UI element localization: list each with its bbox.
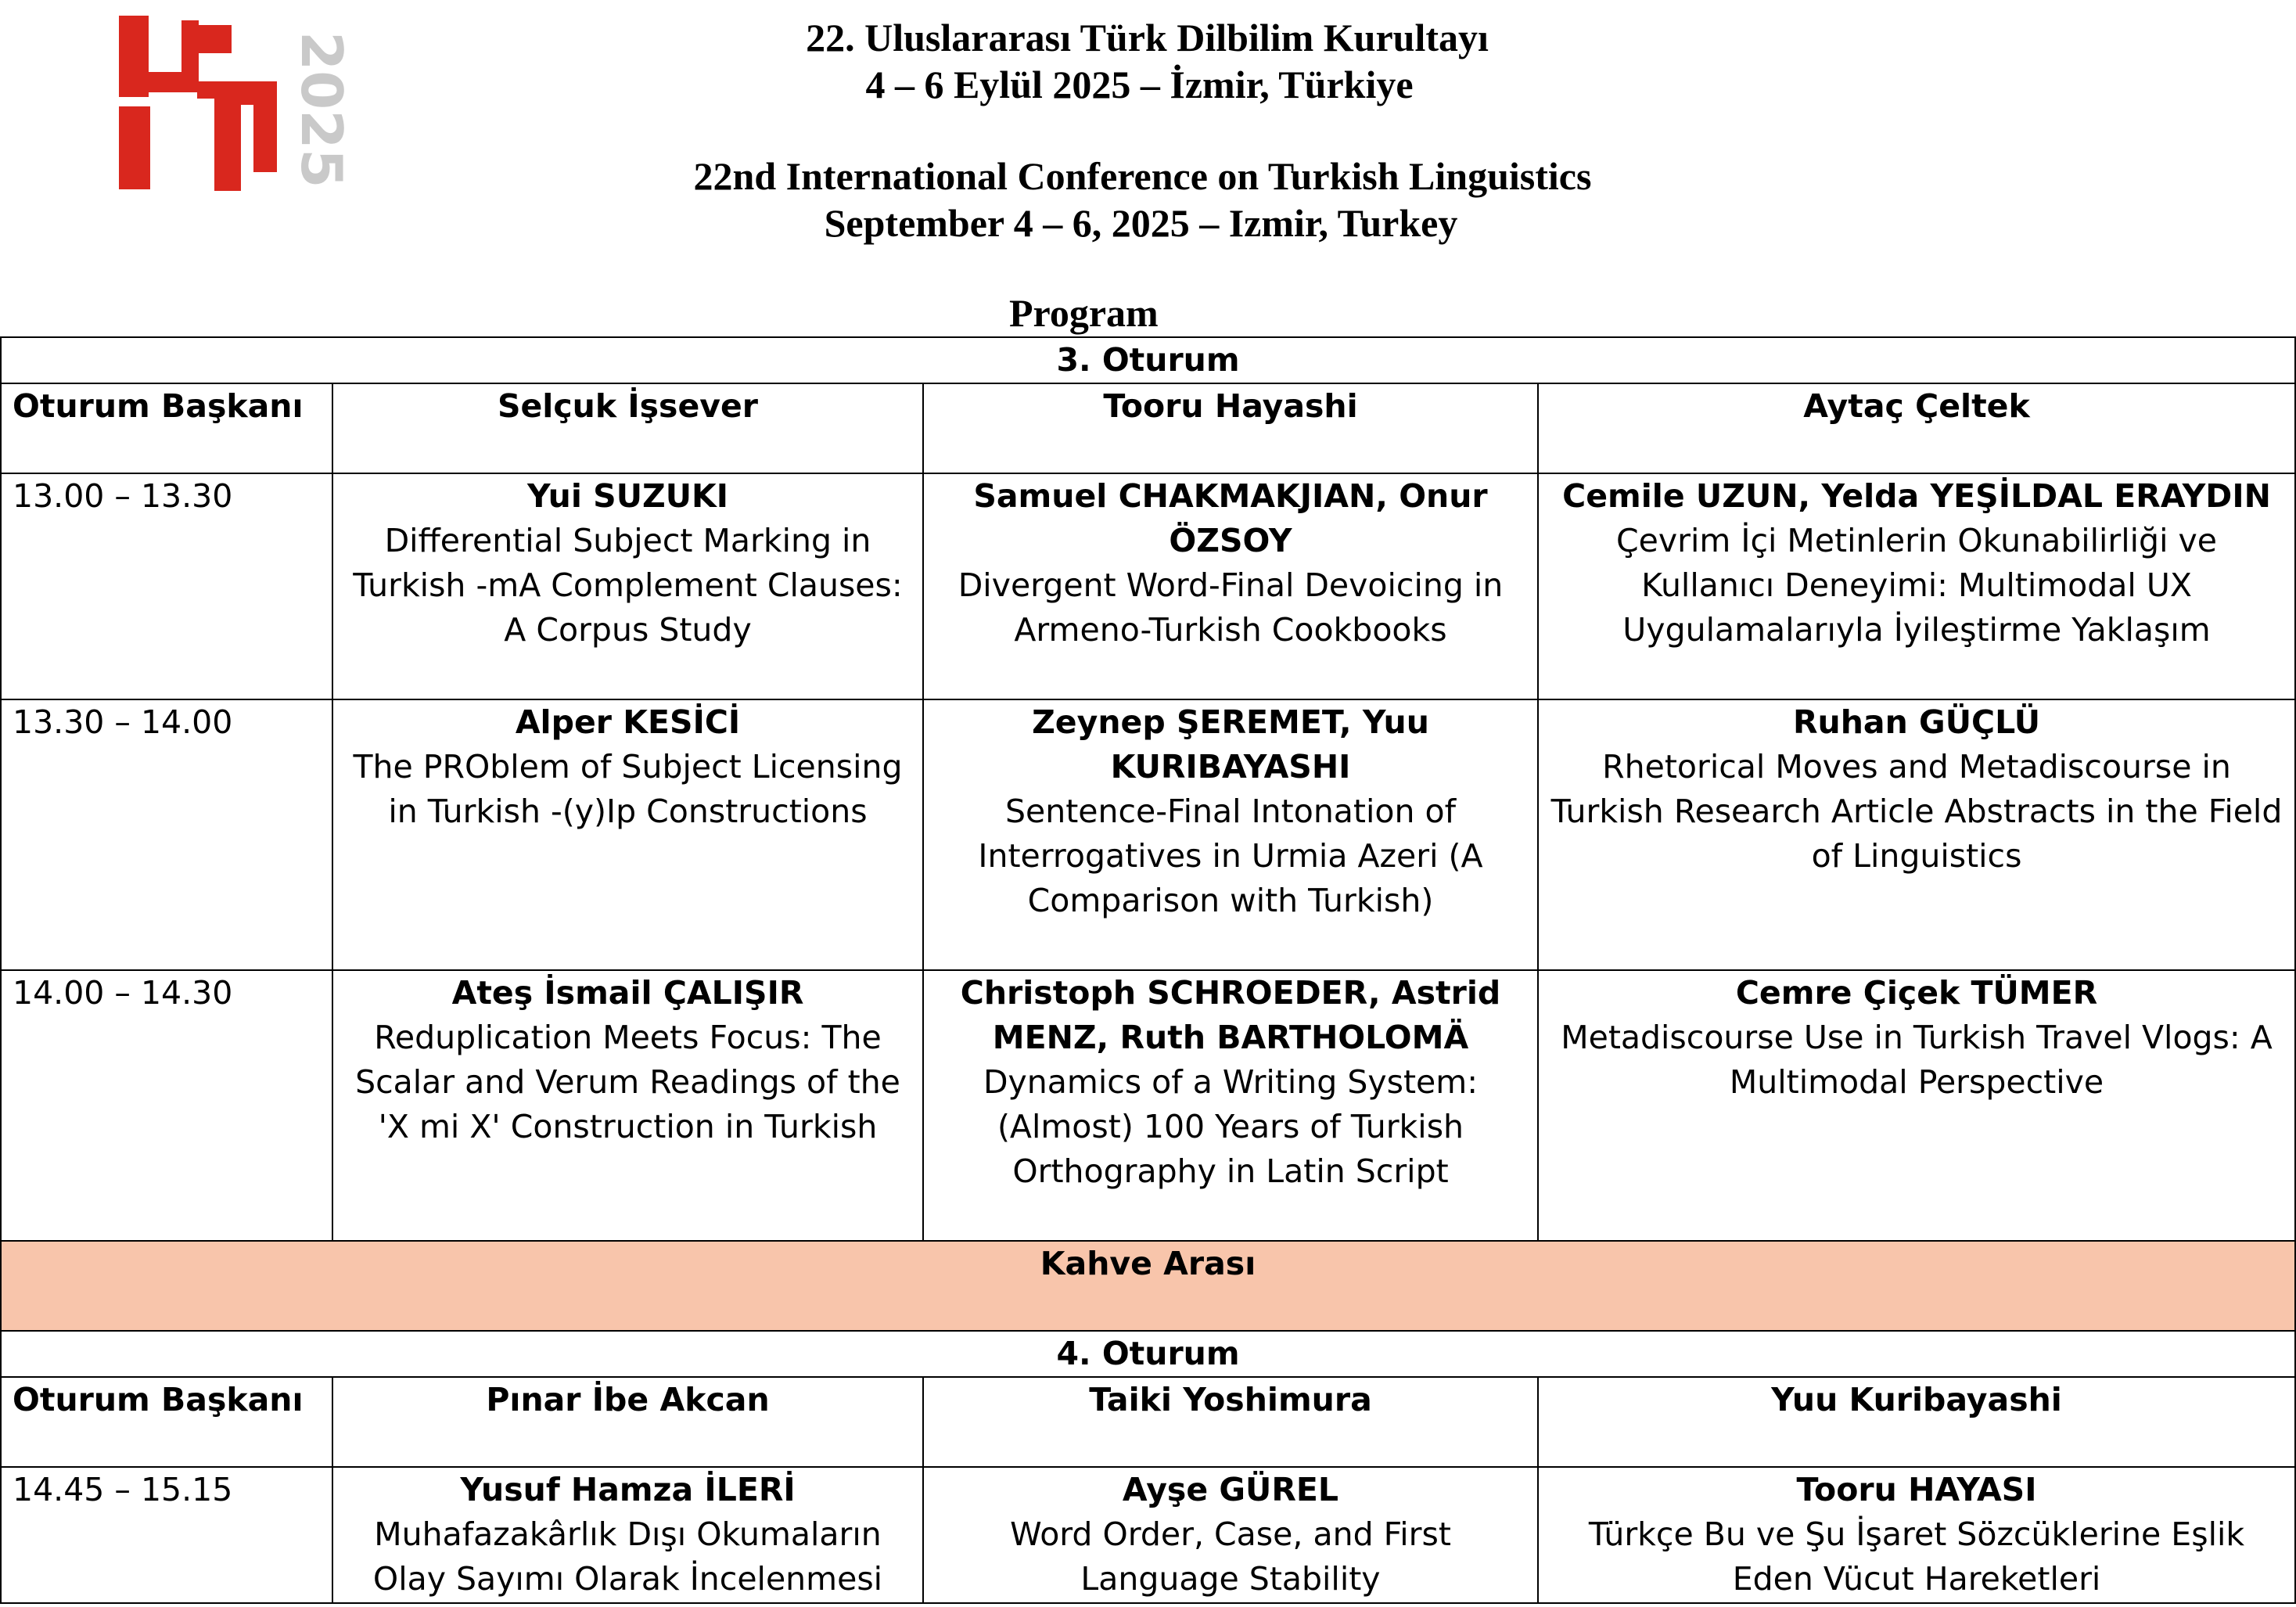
paper-cell — [1538, 970, 2295, 1241]
paper-title: Metadiscourse Use in Turkish Travel Vlogs: A Multimodal Perspective — [1561, 1019, 2273, 1101]
table-row — [1, 699, 2295, 970]
paper-authors: Samuel CHAKMAKJIAN, Onur ÖZSOY — [973, 477, 1488, 559]
header-title-tr: 22. Uluslararası Türk Dilbilim Kurultayı — [806, 16, 1489, 59]
paper-cell — [332, 1467, 923, 1603]
chair-name: Taiki Yoshimura — [923, 1377, 1538, 1467]
time-slot: 14.45 – 15.15 — [1, 1467, 332, 1603]
paper-title: Muhafazakârlık Dışı Okumaların Olay Sayımı Olarak İncelenmesi — [372, 1515, 883, 1598]
paper-cell — [1538, 473, 2295, 699]
paper-title: Reduplication Meets Focus: The Scalar and Verum Readings of the 'X mi X' Construction in Turkish — [355, 1019, 900, 1145]
paper-authors: Cemre Çiçek TÜMER — [1735, 974, 2098, 1012]
paper-cell — [1538, 1467, 2295, 1603]
paper-authors: Alper KESİCİ — [515, 703, 741, 741]
session-3-chair-row — [1, 383, 2295, 473]
paper-title: The PROblem of Subject Licensing in Turkish -(y)Ip Constructions — [353, 748, 903, 830]
paper-cell — [1538, 699, 2295, 970]
coffee-break-label: Kahve Arası — [1, 1241, 2295, 1331]
program-table — [0, 336, 2296, 1604]
paper-authors: Zeynep ŞEREMET, Yuu KURIBAYASHI — [1032, 703, 1429, 786]
chair-name: Yuu Kuribayashi — [1538, 1377, 2295, 1467]
paper-title: Çevrim İçi Metinlerin Okunabilirliği ve Kullanıcı Deneyimi: Multimodal UX Uygulamalarıyla İyileştirme Yaklaşım — [1616, 522, 2217, 649]
paper-authors: Tooru HAYASI — [1796, 1471, 2037, 1508]
paper-title: Türkçe Bu ve Şu İşaret Sözcüklerine Eşlik Eden Vücut Hareketleri — [1588, 1515, 2245, 1598]
header-title-en: 22nd International Conference on Turkish Linguistics — [693, 154, 1592, 198]
table-row — [1, 970, 2295, 1241]
session-4-chair-row — [1, 1377, 2295, 1467]
paper-title: Rhetorical Moves and Metadiscourse in Turkish Research Article Abstracts in the Field of Linguistics — [1550, 748, 2283, 875]
time-slot: 14.00 – 14.30 — [1, 970, 332, 1241]
paper-authors: Yui SUZUKI — [526, 477, 729, 515]
paper-cell — [332, 699, 923, 970]
header-date-en: September 4 – 6, 2025 – Izmir, Turkey — [824, 201, 1458, 245]
paper-cell — [923, 473, 1538, 699]
session-title: 4. Oturum — [1, 1331, 2295, 1377]
paper-authors: Ruhan GÜÇLÜ — [1792, 703, 2041, 741]
paper-authors: Christoph SCHROEDER, Astrid MENZ, Ruth BARTHOLOMÄ — [960, 974, 1501, 1056]
chair-name: Tooru Hayashi — [923, 383, 1538, 473]
paper-cell — [332, 970, 923, 1241]
program-title: Program — [1009, 291, 1159, 335]
session-4-header-row — [1, 1331, 2295, 1377]
paper-cell — [923, 1467, 1538, 1603]
session-3-header-row — [1, 337, 2295, 383]
paper-cell — [923, 699, 1538, 970]
chair-name: Aytaç Çeltek — [1538, 383, 2295, 473]
paper-authors: Ateş İsmail ÇALIŞIR — [451, 974, 804, 1012]
paper-title: Word Order, Case, and First Language Stability — [1010, 1515, 1451, 1598]
chair-name: Pınar İbe Akcan — [332, 1377, 923, 1467]
table-row — [1, 1467, 2295, 1603]
paper-cell — [923, 970, 1538, 1241]
time-slot: 13.00 – 13.30 — [1, 473, 332, 699]
paper-authors: Ayşe GÜREL — [1122, 1471, 1339, 1508]
paper-title: Sentence-Final Intonation of Interrogatives in Urmia Azeri (A Comparison with Turkish) — [978, 793, 1483, 919]
chair-label: Oturum Başkanı — [1, 383, 332, 473]
paper-title: Divergent Word-Final Devoicing in Armeno-Turkish Cookbooks — [958, 566, 1504, 649]
header-date-tr: 4 – 6 Eylül 2025 – İzmir, Türkiye — [865, 63, 1414, 106]
chair-label: Oturum Başkanı — [1, 1377, 332, 1467]
paper-authors: Yusuf Hamza İLERİ — [460, 1471, 796, 1508]
paper-title: Differential Subject Marking in Turkish -mA Complement Clauses: A Corpus Study — [353, 522, 903, 649]
logo-year: 2025 — [289, 31, 354, 189]
paper-cell — [332, 473, 923, 699]
session-title: 3. Oturum — [1, 337, 2295, 383]
time-slot: 13.30 – 14.00 — [1, 699, 332, 970]
chair-name: Selçuk İşsever — [332, 383, 923, 473]
table-row — [1, 473, 2295, 699]
paper-title: Dynamics of a Writing System: (Almost) 100 Years of Turkish Orthography in Latin Script — [983, 1063, 1479, 1190]
paper-authors: Cemile UZUN, Yelda YEŞİLDAL ERAYDIN — [1562, 477, 2271, 515]
coffee-break-row — [1, 1241, 2295, 1331]
